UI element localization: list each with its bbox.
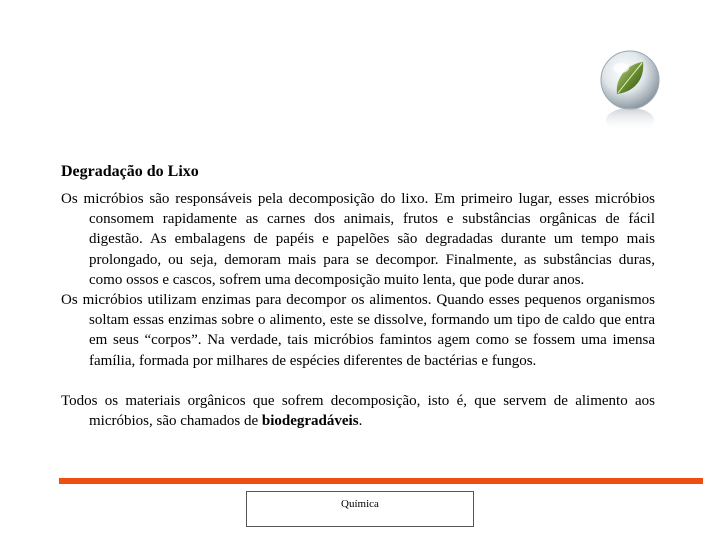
paragraph-biodegradable-text: Todos os materiais orgânicos que sofrem decomposição, isto é, que servem de alimento aos micróbios, são chamados de	[61, 392, 655, 430]
footer-label: Química	[341, 498, 379, 510]
paragraph-biodegradable-end: .	[358, 413, 363, 430]
paragraph-enzymes: Os micróbios utilizam enzimas para decompor os alimentos. Quando esses pequenos organismos soltam essas enzimas sobre o alimento, este se dissolve, formando um tipo de caldo que entra em seus “corpos”. Na verdade, tais micróbios famintos agem como se fossem uma imensa família, formada por milhares de espécies diferentes de bactérias e fungos.	[61, 292, 655, 369]
paragraph-biodegradable	[61, 391, 655, 431]
main-content	[61, 162, 655, 431]
biodegradable-term: biodegradáveis	[261, 413, 359, 430]
footer-subject-box	[246, 491, 474, 527]
leaf-globe-icon	[597, 50, 663, 134]
page-title: Degradação do Lixo	[61, 163, 199, 180]
paragraph-decomposition: Os micróbios são responsáveis pela decomposição do lixo. Em primeiro lugar, esses micróbios consomem rapidamente as carnes dos animais, frutos e substâncias orgânicas de fácil digestão. As embalagens de papéis e papelões são degradadas durante um tempo mais prolongado, ou seja, demoram mais para se decompor. Finalmente, as substâncias duras, como ossos e cascos, sofrem uma decomposição muito lenta, que pode durar anos.	[61, 191, 655, 288]
accent-divider	[59, 478, 703, 484]
